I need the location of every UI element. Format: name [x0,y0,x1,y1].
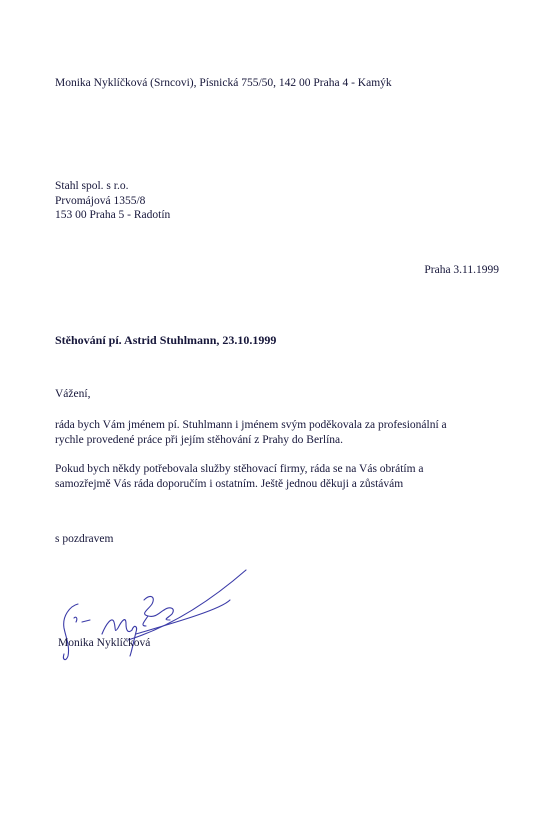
letter-subject: Stěhování pí. Astrid Stuhlmann, 23.10.1999 [55,333,277,347]
paragraph-line: samozřejmě Vás ráda doporučím i ostatním. Ještě jednou děkuji a zůstávám [55,478,404,490]
paragraph-line: ráda bych Vám jménem pí. Stuhlmann i jménem svým poděkovala za profesionální a [55,419,447,431]
sender-address: Monika Nyklíčková (Srncovi), Písnická 755/50, 142 00 Praha 4 - Kamýk [55,77,392,89]
signature-name: Monika Nyklíčková [58,637,151,649]
paragraph-line: rychle provedené práce při jejím stěhování z Prahy do Berlína. [55,434,344,446]
paragraph-line: Pokud bych někdy potřebovala služby stěhovací firmy, ráda se na Vás obrátím a [55,463,424,475]
body-paragraph [55,418,447,448]
recipient-line: 153 00 Praha 5 - Radotín [55,209,171,221]
letter-date: Praha 3.11.1999 [424,264,499,276]
closing: s pozdravem [55,533,114,545]
recipient-line: Stahl spol. s r.o. [55,180,129,192]
handwritten-signature [40,560,270,670]
recipient-line: Prvomájová 1355/8 [55,194,146,207]
recipient-address [55,179,170,223]
body-paragraph [55,462,424,492]
salutation: Vážení, [55,388,91,400]
